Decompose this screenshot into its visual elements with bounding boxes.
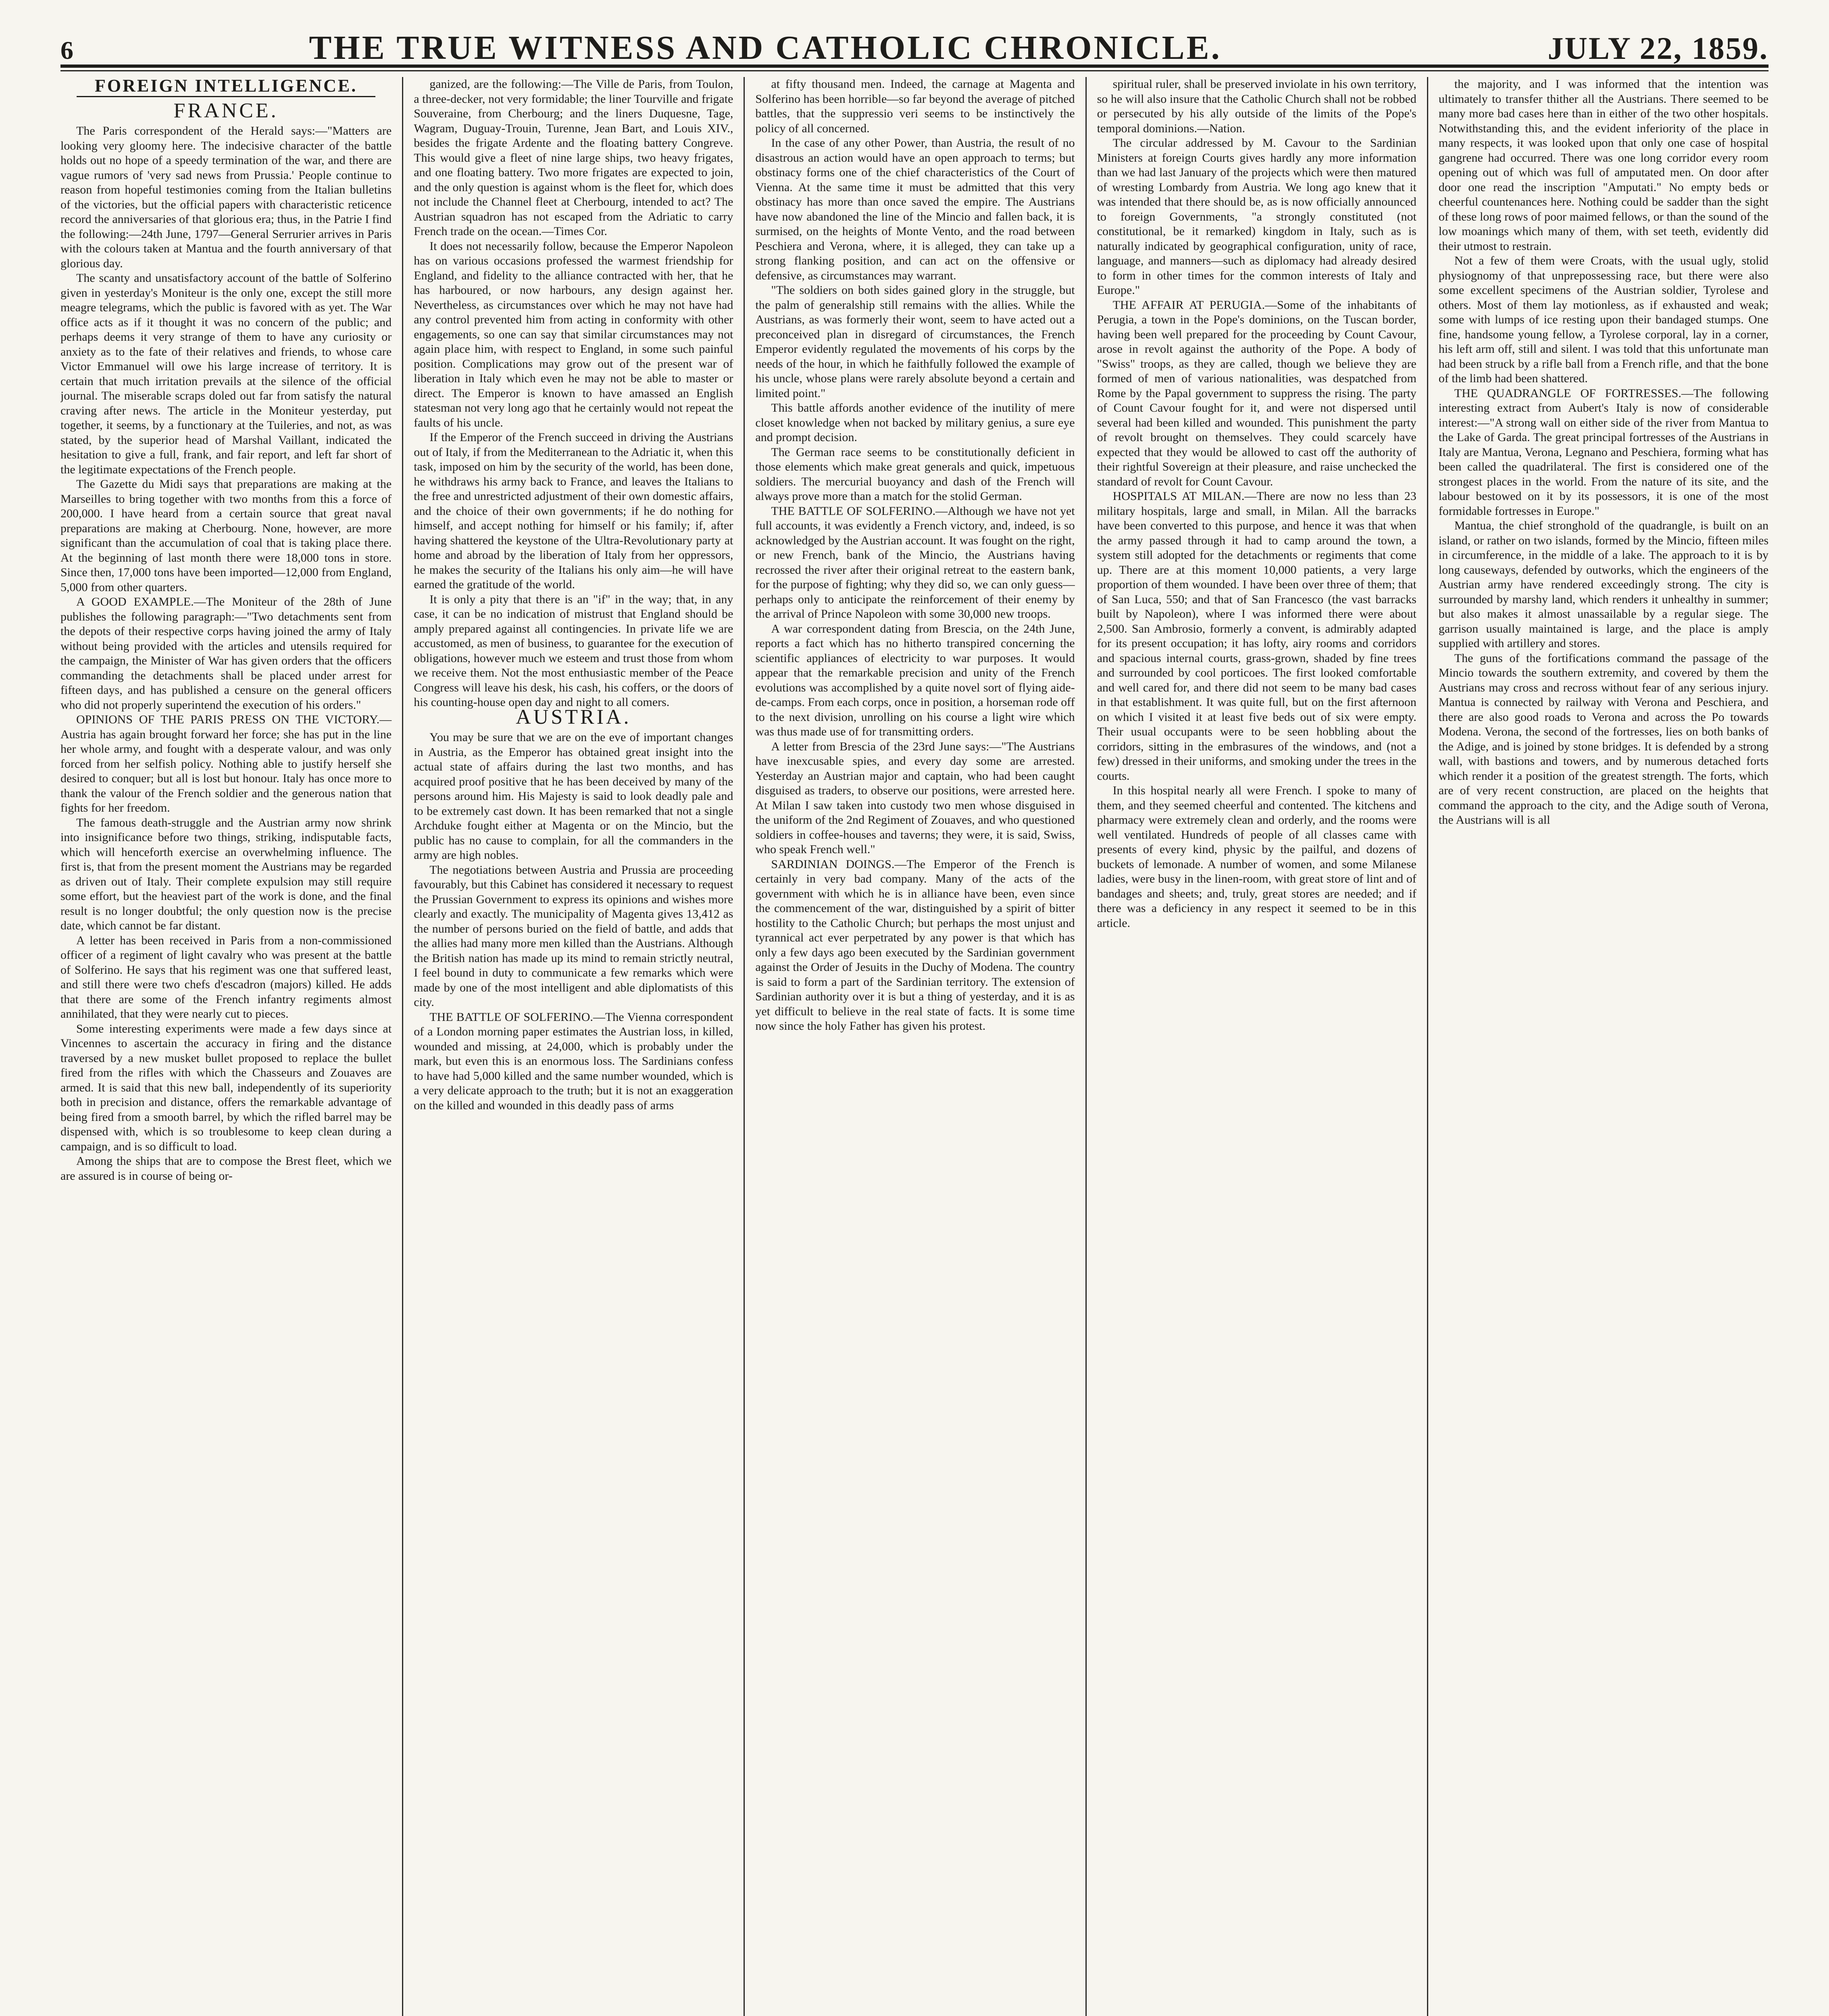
column-1 bbox=[60, 77, 402, 2016]
article-paragraph: "The soldiers on both sides gained glory in the struggle, but the palm of generalship still remains with the allies. While the Austrians, as was formerly their wont, seem to have acted out a preconceived plan in disregard of circumstances, the French Emperor evidently regulated the movements of his corps by the needs of the hour, in which he faithfully followed the example of his uncle, whose plans were rarely absolute beyond a certain and limited point." bbox=[755, 283, 1075, 400]
article-paragraph: The circular addressed by M. Cavour to the Sardinian Ministers at foreign Courts gives hardly any more information than we had last January of the projects which were then matured of wresting Lombardy from Austria. We long ago knew that it was intended that there should be, as is now officially announced to foreign Governments, "a strongly constituted (not constitutional, be it remarked) kingdom in Italy, such as is naturally indicated by geographical configuration, unity of race, language, and manners—such as diplomacy had already desired to form in other times for the common interests of Italy and Europe." bbox=[1097, 136, 1417, 297]
column-2-body bbox=[414, 77, 733, 1113]
article-paragraph: A GOOD EXAMPLE.—The Moniteur of the 28th of June publishes the following paragraph:—"Two detachments sent from the depots of their respective corps having joined the army of Italy without being provided with the articles and utensils required for the campaign, the Minister of War has given orders that the officers commanding the detachments shall be placed under arrest for fifteen days, and has published a censure on the general officers who did not properly superintend the execution of his orders." bbox=[60, 595, 392, 712]
article-paragraph: It does not necessarily follow, because the Emperor Napoleon has on various occasions professed the warmest friendship for England, and fidelity to the alliance contracted with her, that he has harboured, or now harbours, any design against her. Nevertheless, as circumstances over which he may not have had any control prevented him from acting in conformity with other engagements, so one can say that similar circumstances may not again place him, with respect to England, in some such painful position. Complications may grow out of the present war of liberation in Italy which even he may not be able to master or direct. The Emperor is known to have amassed an English statesman not very long ago that he certainly would not repeat the faults of his uncle. bbox=[414, 239, 733, 429]
newspaper-title: THE TRUE WITNESS AND CATHOLIC CHRONICLE. bbox=[309, 29, 1222, 67]
article-paragraph: at fifty thousand men. Indeed, the carnage at Magenta and Solferino has been horrible—so far beyond the average of pitched battles, that the suppressio veri seems to be instinctively the policy of all concerned. bbox=[755, 77, 1075, 135]
article-paragraph: OPINIONS OF THE PARIS PRESS ON THE VICTORY.—Austria has again brought forward her force; she has put in the line her whole army, and fought with a desperate valour, and was only forced from her selfish policy. Nothing able to justify herself she desired to conquer; but all is lost but honour. Italy has once more to thank the valour of the French soldier and the generous nation that fights for her freedom. bbox=[60, 713, 392, 814]
section-heading: FOREIGN INTELLIGENCE. bbox=[94, 77, 358, 96]
column-3 bbox=[744, 77, 1085, 2016]
issue-date: JULY 22, 1859. bbox=[1548, 31, 1769, 66]
column-5-body bbox=[1439, 77, 1769, 828]
country-heading-france: FRANCE. bbox=[173, 99, 279, 122]
article-paragraph: The Gazette du Midi says that preparations are making at the Marseilles to bring together with two months from this a force of 200,000. I have heard from a certain source that great naval preparations are making at Cherbourg. None, however, are more significant than the accumulation of coal that is taking place there. At the beginning of last month there were 18,000 tons in store. Since then, 17,000 tons have been imported—12,000 from England, 5,000 from other quarters. bbox=[60, 477, 392, 594]
article-paragraph: The negotiations between Austria and Prussia are proceeding favourably, but this Cabinet has considered it necessary to request the Prussian Government to express its opinions and wishes more clearly and exactly. The municipality of Magenta gives 13,412 as the number of persons buried on the field of battle, and adds that the allies had many more men killed than the Austrians. Although the British nation has made up its mind to remain strictly neutral, I feel bound in duty to communicate a few remarks which were made by one of the most intelligent and able diplomatists of this city. bbox=[414, 863, 733, 1009]
page-number: 6 bbox=[60, 36, 73, 65]
article-paragraph: A letter has been received in Paris from a non-commissioned officer of a regiment of light cavalry who was present at the battle of Solferino. He says that his regiment was one that suffered least, and still there were two chefs d'escadron (majors) killed. He adds that there are some of the French infantry regiments almost annihilated, that they were nearly cut to pieces. bbox=[60, 933, 392, 1020]
article-paragraph: The scanty and unsatisfactory account of the battle of Solferino given in yesterday's Moniteur is the only one, except the still more meagre telegrams, which the public is favored with as yet. The War office acts as if it thought it was no concern of the public; and perhaps deems it very strange of them to have any curiosity or anxiety as to the fate of their relatives and friends, to whose care Victor Emmanuel will owe his large increase of territory. It is certain that much irritation prevails at the silence of the official journal. The miserable scraps doled out far from satisfy the natural craving after news. The article in the Moniteur yesterday, put together, it seems, by a functionary at the Tuileries, and not, as was stated, by the superior head of Marshal Vaillant, indicated the hesitation to give a full, frank, and fair report, and left far short of the legitimate expectations of the French people. bbox=[60, 271, 392, 476]
column-2 bbox=[402, 77, 744, 2016]
article-paragraph: It is only a pity that there is an "if" in the way; that, in any case, it can be no indication of mistrust that England should be amply prepared against all contingencies. In private life we are accustomed, as men of business, to guarantee for the execution of obligations, however much we esteem and trust those from whom we receive them. Not the most enthusiastic member of the Peace Congress will leave his desk, his cash, his coffers, or the doors of his counting-house open day and night to all comers. bbox=[414, 592, 733, 709]
article-paragraph: ganized, are the following:—The Ville de Paris, from Toulon, a three-decker, not very formidable; the liner Tourville and frigate Souveraine, from Cherbourg; and the liners Duquesne, Tage, Wagram, Duguay-Trouin, Turenne, Jean Bart, and Louis XIV., besides the frigate Ardente and the floating battery Congreve. This would give a fleet of nine large ships, two heavy frigates, and one floating battery. Two more frigates are expected to join, and the only question is against whom is the fleet for, which does not include the Channel fleet at Cherbourg, intended to act? The Austrian squadron has not escaped from the Adriatic to carry French trade on the ocean.—Times Cor. bbox=[414, 77, 733, 238]
article-paragraph: Mantua, the chief stronghold of the quadrangle, is built on an island, or rather on two islands, formed by the Mincio, fifteen miles in circumference, in the middle of a lake. The approach to it is by long causeways, defended by outworks, which the engineers of the Austrian army have rendered exceedingly strong. The city is surrounded by marshy land, which renders it unhealthy in summer; but also makes it almost unassailable by a regular siege. The garrison usually maintained is large, and the place is amply supplied with artillery and stores. bbox=[1438, 519, 1769, 650]
article-columns bbox=[60, 77, 1769, 2016]
column-4-body bbox=[1097, 77, 1417, 931]
masthead bbox=[60, 28, 1769, 67]
article-paragraph: The famous death-struggle and the Austrian army now shrink into insignificance before two things, striking, indisputable facts, which will henceforth exercise an overwhelming influence. The first is, that from the present moment the Austrians may be regarded as driven out of Italy. Their complete expulsion may still require some effort, but the heaviest part of the work is done, and the final result is no longer doubtful; the only question now is the precise date, which cannot be far distant. bbox=[60, 816, 392, 932]
masthead-rule-thin bbox=[60, 70, 1769, 71]
article-paragraph: spiritual ruler, shall be preserved inviolate in his own territory, so he will also insure that the Catholic Church shall not be robbed or persecuted by his ally outside of the limits of the Pope's temporal dominions.—Nation. bbox=[1097, 77, 1417, 135]
article-paragraph: In the case of any other Power, than Austria, the result of no disastrous an action would have an open approach to terms; but obstinacy forms one of the chief characteristics of the Court of Vienna. At the same time it must be admitted that this very obstinacy has more than once saved the empire. The Austrians have now abandoned the line of the Mincio and fallen back, it is surmised, on the heights of Monte Vento, and the road between Peschiera and Verona, where, it is alleged, they can take up a strong flanking position, and can act on the offensive or defensive, as circumstances may warrant. bbox=[755, 136, 1075, 282]
heading-rule bbox=[77, 96, 375, 97]
column-4 bbox=[1085, 77, 1427, 2016]
article-paragraph: THE AFFAIR AT PERUGIA.—Some of the inhabitants of Perugia, a town in the Pope's dominions, on the Tuscan border, having been well prepared for the proceeding by Count Cavour, arose in revolt against the authority of the Pope. A body of "Swiss" troops, as they are called, though we believe they are formed of men of various nationalities, was despatched from Rome by the Papal government to suppress the rising. The party of Count Cavour fought for it, and were not dispersed until several had been killed and wounded. This punishment the party of revolt brought on themselves. They could scarcely have expected that they would be allowed to cast off the authority of their rightful Sovereign at their pleasure, and raise unchecked the standard of revolt for Count Cavour. bbox=[1097, 298, 1417, 488]
article-paragraph: Some interesting experiments were made a few days since at Vincennes to ascertain the accuracy in firing and the distance traversed by a new musket bullet proposed to replace the bullet fired from the rifles with which the Chasseurs and Zouaves are armed. It is said that this new ball, independently of its superiority both in precision and distance, offers the remarkable advantage of being fired from a smooth barrel, by which the rifled barrel may be dispensed with, which is so troublesome to keep clean during a campaign, and is so difficult to load. bbox=[60, 1022, 392, 1153]
article-paragraph: SARDINIAN DOINGS.—The Emperor of the French is certainly in very bad company. Many of the acts of the government with which he is in alliance have been, even since the commencement of the war, distinguished by a spirit of bitter hostility to the Catholic Church; but perhaps the most unjust and tyrannical act ever perpetrated by any power is that which has only a few days ago been executed by the Sardinian government against the Order of Jesuits in the Duchy of Modena. The country is said to form a part of the Sardinian territory. The extension of Sardinian authority over it is but a thing of yesterday, and it is as yet difficult to believe in the real state of facts. It is some time now since the holy Father has given his protest. bbox=[755, 857, 1075, 1033]
article-paragraph: In this hospital nearly all were French. I spoke to many of them, and they seemed cheerful and contented. The kitchens and pharmacy were extremely clean and orderly, and the rooms were well ventilated. Hundreds of people of all classes came with presents of every kind, physic by the pailful, and dozens of buckets of lemonade. A number of women, and some Milanese ladies, were busy in the linen-room, with great store of lint and of bandages and sheets; and, truly, great stores are needed; and if there was a deficiency in any respect it seemed to be in this article. bbox=[1097, 784, 1417, 930]
country-heading: AUSTRIA. bbox=[516, 705, 631, 729]
article-paragraph: the majority, and I was informed that the intention was ultimately to transfer thither all the Austrians. There seemed to be many more bad cases here than in either of the two other hospitals. Notwithstanding this, and the evident inferiority of the place in many respects, it was looked upon that only one case of hospital gangrene had occurred. There was one long corridor every room opening out of which was full of amputated men. On door after door one read the inscription "Amputati." No empty beds or cheerful countenances here. Nothing could be sadder than the sight of these long rows of poor maimed fellows, or than the sound of the low moanings which many of them, with set teeth, evidently did their utmost to restrain. bbox=[1438, 77, 1769, 253]
article-paragraph: The German race seems to be constitutionally deficient in those elements which make great generals and quick, impetuous soldiers. The mercurial buoyancy and dash of the French will always prove more than a match for the stolid German. bbox=[755, 445, 1075, 503]
article-paragraph: If the Emperor of the French succeed in driving the Austrians out of Italy, if from the Mediterranean to the Adriatic it, when this task, imposed on him by the security of the world, has been done, he withdraws his army back to France, and leaves the Italians to the free and unrestricted adjustment of their own domestic affairs, and the choice of their own governments; if he do nothing for himself, and accept nothing for himself or his family; if, after having shattered the keystone of the Ultra-Revolutionary party at home and abroad by the liberation of Italy from her oppressors, he makes the security of the Italians his only aim—he will have earned the gratitude of the world. bbox=[414, 431, 733, 591]
article-paragraph: THE QUADRANGLE OF FORTRESSES.—The following interesting extract from Aubert's Italy is now of considerable interest:—"A strong wall on either side of the river from Mantua to the Lake of Garda. The great principal fortresses of the Austrians in Italy are Mantua, Verona, Legnano and Peschiera, forming what has been called the quadrilateral. The first is considered one of the strongest places in the world. From the nature of its site, and the labour bestowed on it by its possessors, it is one of the most formidable fortresses in Europe." bbox=[1438, 386, 1769, 518]
column-1-body bbox=[60, 124, 392, 1183]
article-paragraph: This battle affords another evidence of the inutility of mere closet knowledge when not backed by military genius, a sure eye and prompt decision. bbox=[755, 401, 1075, 444]
column-3-body bbox=[755, 77, 1075, 1034]
article-paragraph: A letter from Brescia of the 23rd June says:—"The Austrians have inexcusable spies, and every day some are arrested. Yesterday an Austrian major and captain, who had been caught disguised as traders, to observe our positions, were arrested here. At Milan I saw taken into custody two men whose disguised in the uniform of the 2nd Regiment of Zouaves, and who questioned soldiers in coffee-houses and taverns; they were, it is said, Swiss, who speak French well." bbox=[755, 739, 1075, 856]
column-5 bbox=[1427, 77, 1769, 2016]
article-paragraph: You may be sure that we are on the eve of important changes in Austria, as the Emperor has obtained great insight into the actual state of affairs during the last two months, and has acquired proof positive that he has been deceived by many of the persons around him. His Majesty is said to look deadly pale and to be extremely cast down. It has been remarked that not a single Archduke fought either at Magenta or on the Mincio, but the public has no cause to complain, for all the commanders in the army are high nobles. bbox=[414, 731, 733, 862]
article-paragraph: A war correspondent dating from Brescia, on the 24th June, reports a fact which has no hitherto transpired concerning the scientific appliances of electricity to war purposes. It would appear that the remarkable precision and unity of the French evolutions was accomplished by a quite novel sort of flying aide-de-camps. From each corps, once in position, a horseman rode off to the next division, unrolling on his course a light wire which was thus made use of for transmitting orders. bbox=[755, 622, 1075, 738]
article-paragraph: The guns of the fortifications command the passage of the Mincio towards the southern extremity, and covered by them the Austrians may cross and recross without fear of any serious injury. Mantua is connected by railway with Verona and Peschiera, and there are also good roads to Verona and across the Po towards Modena. Verona, the second of the fortresses, lies on both banks of the Adige, and is joined by stone bridges. It is defended by a strong wall, with bastions and towers, and by numerous detached forts which render it a position of the greatest strength. The forts, which are of very recent construction, are placed on the heights that command the approach to the city, and the Adige south of Verona, the Austrians will is all bbox=[1438, 651, 1769, 827]
article-paragraph: THE BATTLE OF SOLFERINO.—The Vienna correspondent of a London morning paper estimates the Austrian loss, in killed, wounded and missing, at 24,000, which is probably under the mark, but even this is an enormous loss. The Sardinians confess to have had 5,000 killed and the same number wounded, which is a very delicate approach to the truth; but it is not an exaggeration on the killed and wounded in this deadly pass of arms bbox=[414, 1010, 733, 1112]
article-paragraph: The Paris correspondent of the Herald says:—"Matters are looking very gloomy here. The indecisive character of the battle holds out no hope of a speedy termination of the war, and there are vague rumors of 'very sad news from Prussia.' People continue to reason from hopeful testimonies coming from the Italian bulletins of the victories, but the official papers with characteristic reticence record the anniversaries of that glorious era; thus, in the Patrie I find the following:—24th June, 1797—General Serrurier arrives in Paris with the colours taken at Mantua and the fourth anniversary of that glorious day. bbox=[60, 124, 392, 270]
article-paragraph: Among the ships that are to compose the Brest fleet, which we are assured is in course of being or- bbox=[60, 1154, 392, 1183]
article-paragraph: HOSPITALS AT MILAN.—There are now no less than 23 military hospitals, large and small, in Milan. All the barracks have been converted to this purpose, and hence it was that when the army passed through it had to camp around the town, a system still adopted for the detachments or regiments that come up. There are at this moment 10,000 patients, a very large proportion of them wounded. I have been over three of them; that of San Luca, 550; and that of San Francesco (the vast barracks built by Napoleon), where I was informed there were about 2,500. San Ambrosio, formerly a convent, is admirably adapted for its present occupation; it has lofty, airy rooms and corridors and spacious internal courts, grass-grown, shaded by fine trees and surrounded by cool porticoes. The first looked comfortable and well cared for, and there did not seem to be many bad cases in that establishment. It was quite full, but on the first afternoon on which I visited it at least five beds out of six were empty. Their usual occupants were to be seen hobbling about the corridors, sitting in the embrasures of the windows, and (not a few) dressed in their uniforms, and smoking under the trees in the courts. bbox=[1097, 489, 1417, 783]
article-paragraph: Not a few of them were Croats, with the usual ugly, stolid physiognomy of that unprepossessing race, but there were also some excellent specimens of the Austrian soldier, Tyrolese and others. Most of them lay motionless, as if exhausted and weak; some with lumps of ice resting upon their bandaged stumps. One fine, handsome young fellow, a Tyrolese corporal, lay in a corner, his left arm off, still and silent. I was told that this unfortunate man had been struck by a rifle ball from a French rifle, and that the bone of the limb had been shattered. bbox=[1438, 254, 1769, 385]
article-paragraph: THE BATTLE OF SOLFERINO.—Although we have not yet full accounts, it was evidently a French victory, and, indeed, is so acknowledged by the Austrian account. It was fought on the right, or new French, bank of the Mincio, the Austrians having recrossed the river after their original retreat to the eastern bank, for the purpose of fighting; why they did so, we can only guess—perhaps only to anticipate the reinforcement of their enemy by the arrival of Prince Napoleon with some 30,000 new troops. bbox=[755, 504, 1075, 621]
